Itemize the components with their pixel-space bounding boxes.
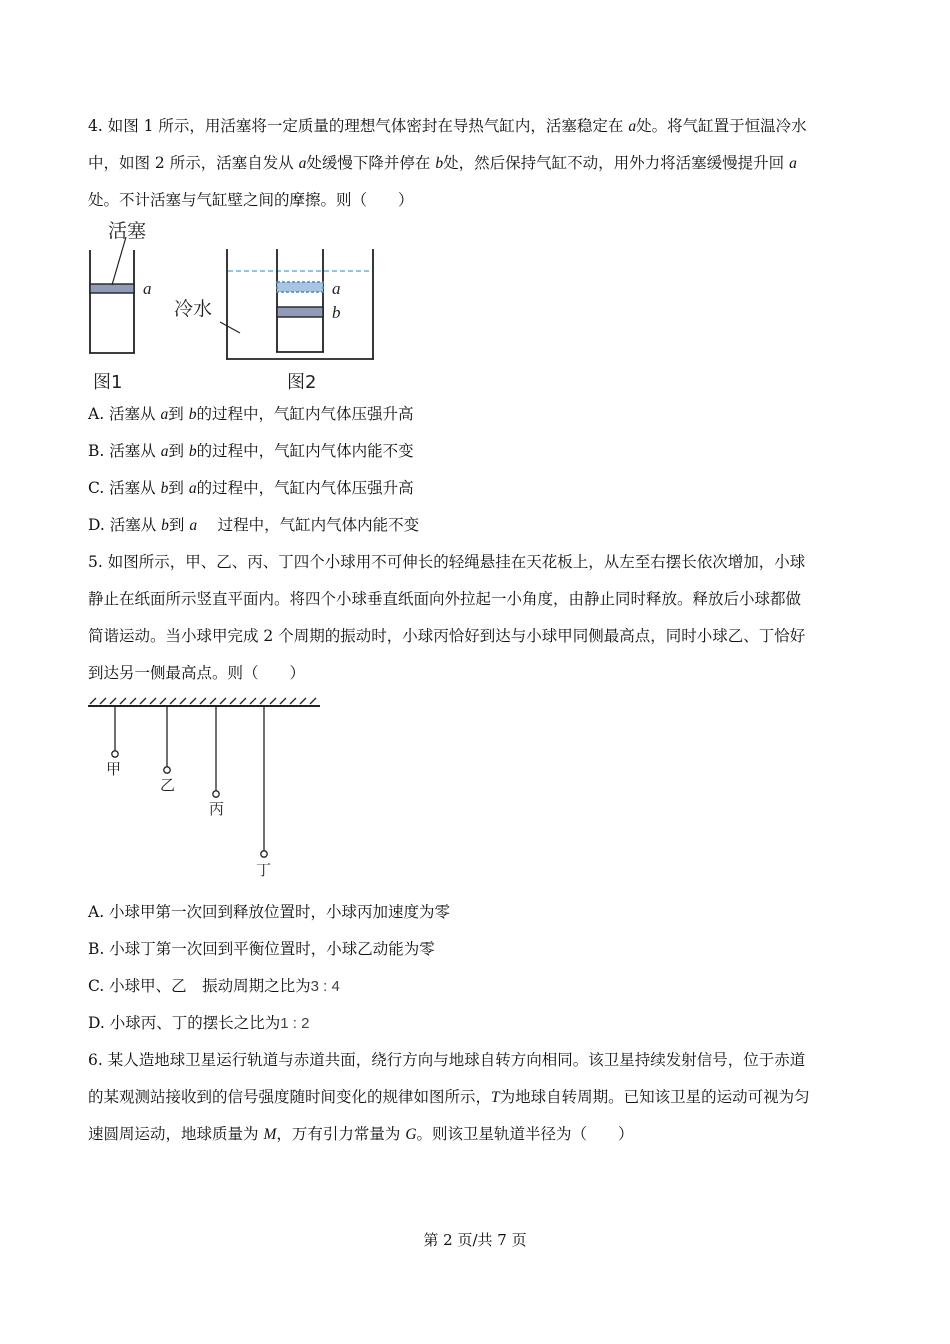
ball-label-bing: 丙 [209, 800, 225, 818]
water-label: 冷水 [174, 298, 213, 320]
q5-option-c[interactable]: C. 小球甲、乙 振动周期之比为3 : 4 [88, 977, 340, 995]
figure2-piston-dashed-a [277, 282, 323, 292]
q4-option-b[interactable]: B. 活塞从 a到 b的过程中，气缸内气体内能不变 [88, 442, 414, 460]
q6-stem-line3: 速圆周运动，地球质量为 M，万有引力常量为 G。则该卫星轨道半径为（ ） [88, 1125, 634, 1143]
page-footer: 第 2 页/共 7 页 [423, 1231, 527, 1249]
pendulum-bing [209, 706, 224, 818]
ceiling [88, 698, 320, 706]
figure2-label-b: b [332, 303, 341, 322]
ball-label-yi: 乙 [160, 776, 176, 794]
pendulum-jia [106, 706, 121, 778]
q5-stem-line4: 到达另一侧最高点。则（ ） [88, 664, 306, 682]
ratio-1-2: 1 : 2 [280, 1015, 310, 1032]
q5-stem-line3: 简谐运动。当小球甲完成 2 个周期的振动时，小球丙恰好到达与小球甲同侧最高点，同时小球乙、丁恰好 [88, 627, 806, 645]
q5-option-a[interactable]: A. 小球甲第一次回到释放位置时，小球丙加速度为零 [88, 903, 451, 921]
q6-stem-line2: 的某观测站接收到的信号强度随时间变化的规律如图所示，T为地球自转周期。已知该卫星的运动可视为匀 [88, 1088, 810, 1106]
figure2-cylinder [276, 249, 324, 352]
water-label-pointer [220, 322, 240, 333]
pendulum-yi [160, 706, 175, 794]
figure1-label-a: a [143, 279, 152, 298]
figure2-container [226, 249, 374, 359]
q5-stem-line2: 静止在纸面所示竖直平面内。将四个小球垂直纸面向外拉起一小角度，由静止同时释放。释放后小球都做 [88, 590, 802, 608]
figure1-caption: 图1 [93, 372, 123, 393]
piston-label-pointer [112, 237, 126, 285]
q4-stem-line3: 处。不计活塞与气缸壁之间的摩擦。则（ ） [88, 191, 414, 209]
q5-figure [80, 694, 330, 884]
figure2-caption: 图2 [287, 372, 317, 393]
ball-label-jia: 甲 [106, 760, 122, 778]
q5-stem-line1: 5. 如图所示，甲、乙、丙、丁四个小球用不可伸长的轻绳悬挂在天花板上，从左至右摆长依次增加，小球 [88, 553, 806, 571]
figure2-label-a: a [332, 279, 341, 298]
figure2-piston-b [277, 307, 323, 317]
q4-figure [80, 215, 390, 395]
q5-option-d[interactable]: D. 小球丙、丁的摆长之比为1 : 2 [88, 1014, 310, 1032]
ratio-3-4: 3 : 4 [310, 978, 340, 995]
figure1-cylinder [89, 237, 135, 353]
pendulum-ding [256, 706, 271, 879]
q4-option-a[interactable]: A. 活塞从 a到 b的过程中，气缸内气体压强升高 [88, 405, 414, 423]
q4-option-c[interactable]: C. 活塞从 b到 a的过程中，气缸内气体压强升高 [88, 479, 414, 497]
q5-option-b[interactable]: B. 小球丁第一次回到平衡位置时，小球乙动能为零 [88, 940, 435, 958]
figure1-piston [90, 284, 134, 293]
piston-label: 活塞 [108, 220, 147, 242]
ball-label-ding: 丁 [256, 861, 272, 879]
q4-stem-line1: 4. 如图 1 所示，用活塞将一定质量的理想气体密封在导热气缸内，活塞稳定在 a处。将气缸置于恒温冷水 [88, 117, 807, 135]
q4-stem-line2: 中，如图 2 所示，活塞自发从 a处缓慢下降并停在 b处，然后保持气缸不动，用外力将活塞缓慢提升回 a [88, 154, 797, 172]
q6-stem-line1: 6. 某人造地球卫星运行轨道与赤道共面，绕行方向与地球自转方向相同。该卫星持续发射信号，位于赤道 [88, 1051, 806, 1069]
q4-option-d[interactable]: D. 活塞从 b到 a 过程中，气缸内气体内能不变 [88, 516, 420, 534]
